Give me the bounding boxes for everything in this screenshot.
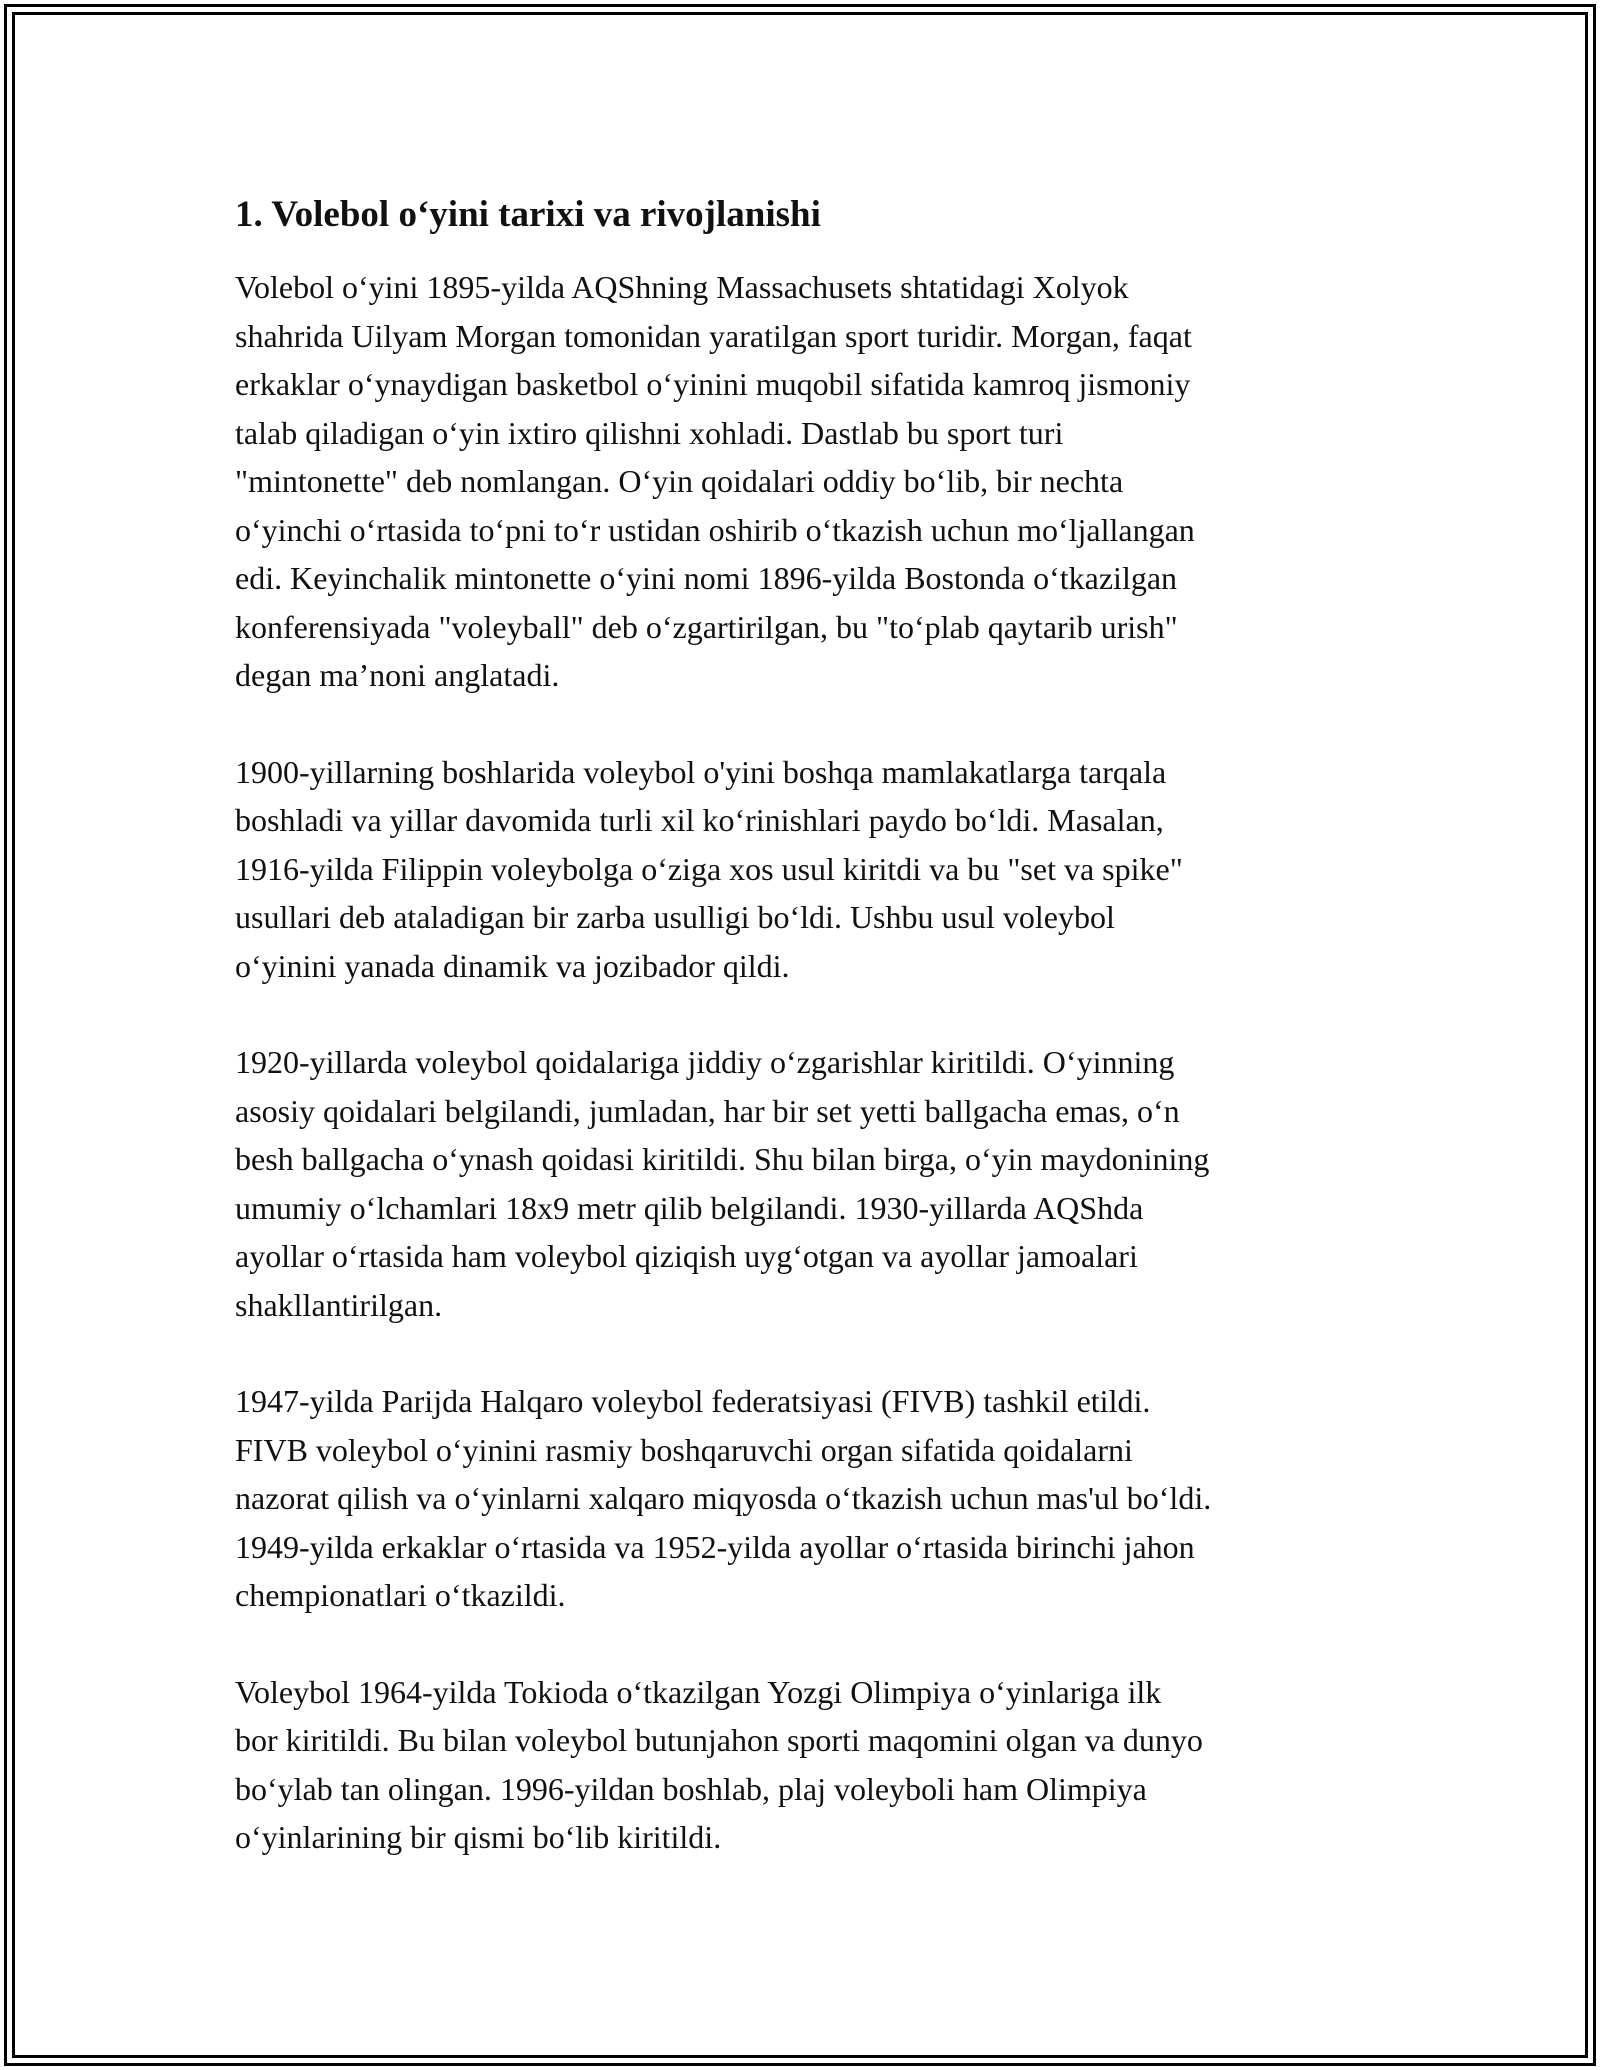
document-body	[235, 185, 1365, 1862]
paragraph-2: 1900-yillarning boshlarida voleybol o'yini boshqa mamlakatlarga tarqala boshladi va yillar davomida turli xil koʻrinishlari paydo boʻldi. Masalan, 1916-yilda Filippin voleybolga oʻziga xos usul kiritdi va bu "set va spike" usullari deb ataladigan bir zarba usulligi boʻldi. Ushbu usul voleybol oʻyinini yanada dinamik va jozibador qildi.	[235, 753, 1183, 984]
section-heading: 1. Volebol oʻyini tarixi va rivojlanishi	[235, 194, 821, 235]
paragraph-3: 1920-yillarda voleybol qoidalariga jiddiy oʻzgarishlar kiritildi. Oʻyinning asosiy qoidalari belgilandi, jumladan, har bir set yetti ballgacha emas, oʻn besh ballgacha oʻynash qoidasi kiritildi. Shu bilan birga, oʻyin maydonining umumiy oʻlchamlari 18x9 metr qilib belgilandi. 1930-yillarda AQShda ayollar oʻrtasida ham voleybol qiziqish uygʻotgan va ayollar jamoalari shakllantirilgan.	[235, 1044, 1210, 1323]
paragraph-4: 1947-yilda Parijda Halqaro voleybol federatsiyasi (FIVB) tashkil etildi. FIVB voleybol oʻyinini rasmiy boshqaruvchi organ sifatida qoidalarni nazorat qilish va oʻyinlarni xalqaro miqyosda oʻtkazish uchun mas'ul boʻldi. 1949-yilda erkaklar oʻrtasida va 1952-yilda ayollar oʻrtasida birinchi jahon chempionatlari oʻtkazildi.	[235, 1383, 1212, 1613]
paragraph-1: Volebol oʻyini 1895-yilda AQShning Massachusets shtatidagi Xolyok shahrida Uilyam Morgan tomonidan yaratilgan sport turidir. Morgan, faqat erkaklar oʻynaydigan basketbol oʻyinini muqobil sifatida kamroq jismoniy talab qiladigan oʻyin ixtiro qilishni xohladi. Dastlab bu sport turi "mintonette" deb nomlangan. Oʻyin qoidalari oddiy boʻlib, bir nechta oʻyinchi oʻrtasida toʻpni toʻr ustidan oshirib oʻtkazish uchun moʻljallangan edi. Keyinchalik mintonette oʻyini nomi 1896-yilda Bostonda oʻtkazilgan konferensiyada "voleyball" deb oʻzgartirilgan, bu "toʻplab qaytarib urish" degan ma’noni anglatadi.	[235, 269, 1195, 693]
paragraph-5: Voleybol 1964-yilda Tokioda oʻtkazilgan Yozgi Olimpiya oʻyinlariga ilk bor kiritildi. Bu bilan voleybol butunjahon sporti maqomini olgan va dunyo boʻylab tan olingan. 1996-yildan boshlab, plaj voleyboli ham Olimpiya oʻyinlarining bir qismi boʻlib kiritildi.	[235, 1673, 1203, 1855]
